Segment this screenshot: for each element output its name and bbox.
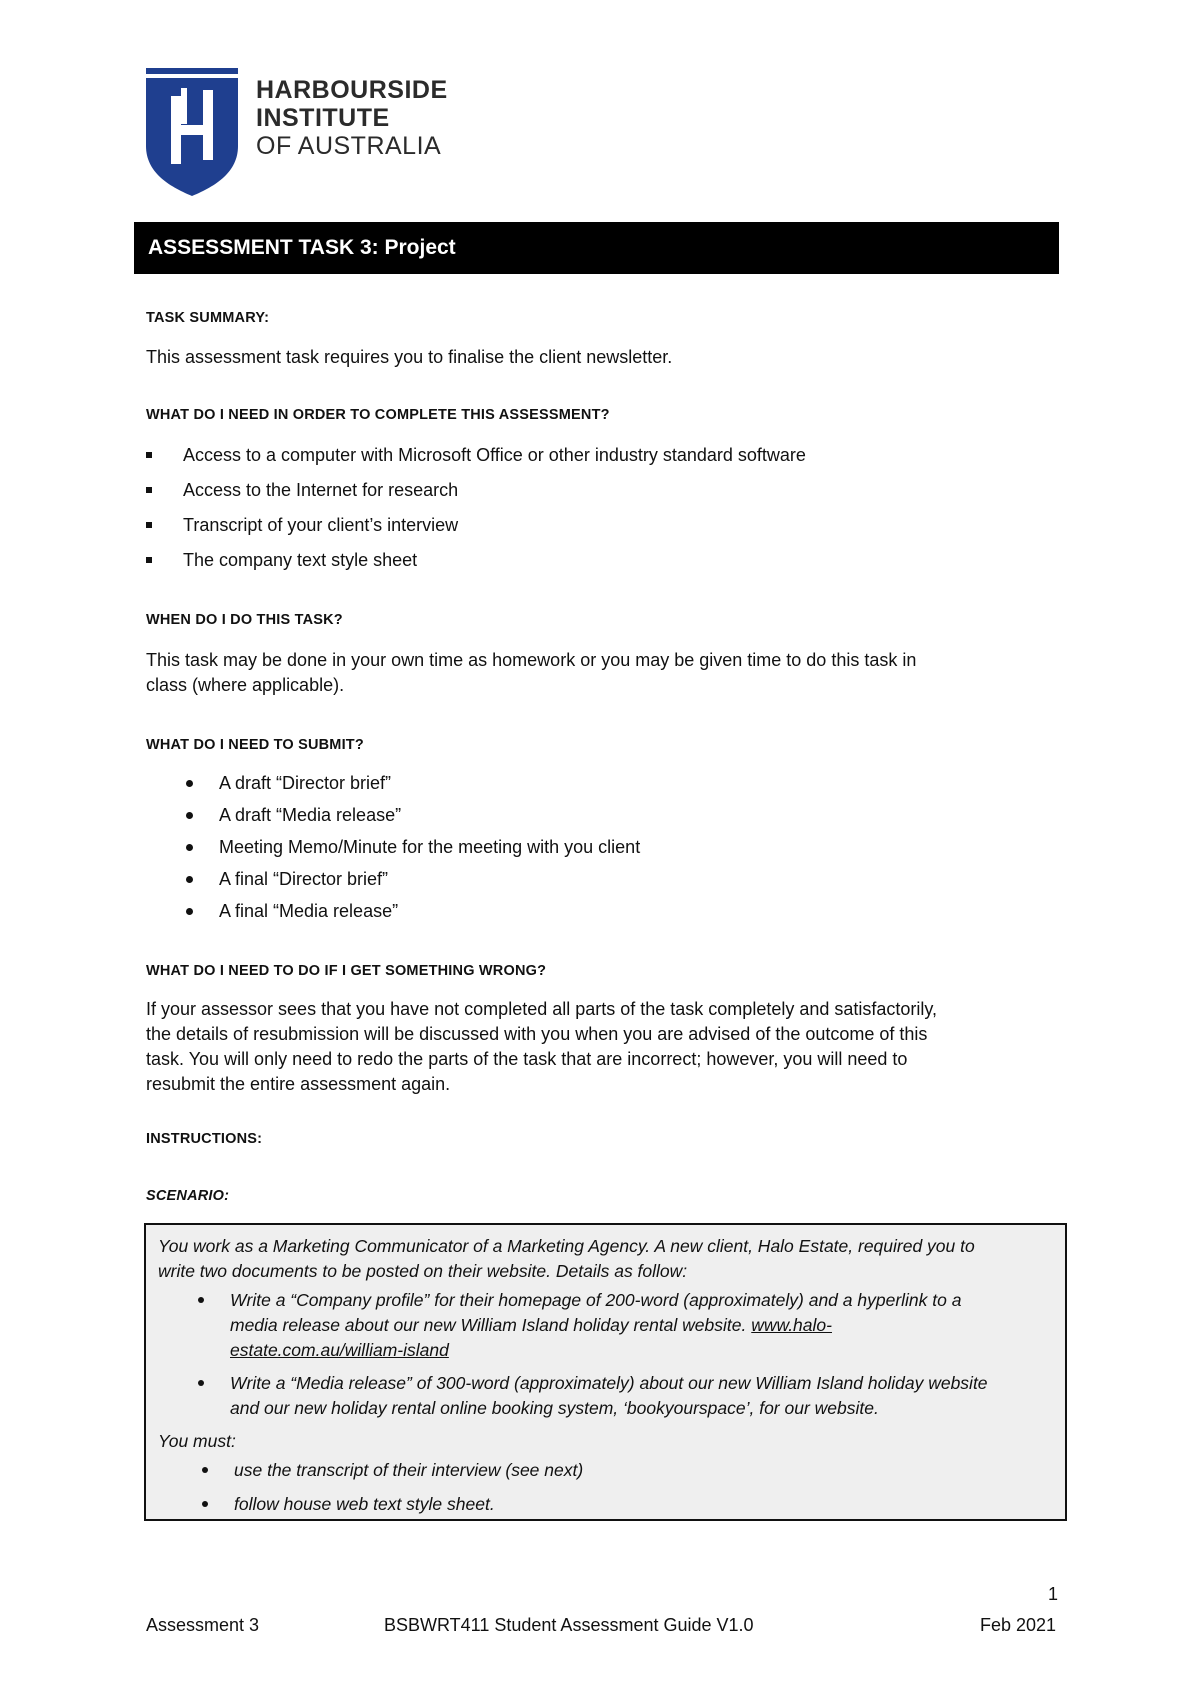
must-label: You must: bbox=[158, 1431, 236, 1451]
list-item: A final “Director brief” bbox=[146, 867, 1046, 899]
wrong-text-line-2: the details of resubmission will be discussed with you when you are advised of the outcome of this bbox=[146, 1024, 928, 1044]
list-item: A draft “Director brief” bbox=[146, 771, 1046, 803]
list-item: The company text style sheet bbox=[146, 548, 1046, 583]
institute-logo bbox=[146, 68, 446, 200]
scenario-box bbox=[144, 1223, 1067, 1521]
bullet-1-line-2: media release about our new William Island holiday rental website. bbox=[230, 1315, 747, 1335]
task-summary-heading: TASK SUMMARY: bbox=[146, 310, 270, 326]
instructions-heading: INSTRUCTIONS: bbox=[146, 1131, 263, 1147]
footer-left: Assessment 3 bbox=[146, 1615, 260, 1635]
list-item: Transcript of your client’s interview bbox=[146, 513, 1046, 548]
must-list bbox=[158, 1458, 1055, 1517]
need-heading: WHAT DO I NEED IN ORDER TO COMPLETE THIS ASSESSMENT? bbox=[146, 407, 610, 423]
shield-logo-icon bbox=[146, 68, 242, 198]
logo-line-1: HARBOURSIDE bbox=[256, 76, 448, 104]
footer-right: Feb 2021 bbox=[980, 1615, 1057, 1635]
logo-line-3: OF AUSTRALIA bbox=[256, 132, 442, 160]
wrong-text-line-1: If your assessor sees that you have not completed all parts of the task completely and satisfactorily, bbox=[146, 999, 938, 1019]
logo-wordmark bbox=[256, 76, 448, 160]
website-link-part-2[interactable]: estate.com.au/william-island bbox=[230, 1340, 449, 1360]
wrong-heading: WHAT DO I NEED TO DO IF I GET SOMETHING WRONG? bbox=[146, 963, 547, 979]
bullet-2-line-2: and our new holiday rental online booking system, ‘bookyourspace’, for our website. bbox=[230, 1398, 879, 1418]
page-number: 1 bbox=[1048, 1584, 1059, 1604]
list-item bbox=[158, 1288, 1055, 1363]
bullet-1-line-2-wrap bbox=[230, 1313, 1055, 1338]
task-summary-section bbox=[146, 310, 1046, 326]
scenario-task-list bbox=[158, 1288, 1055, 1421]
logo-line-2: INSTITUTE bbox=[256, 104, 390, 132]
when-heading: WHEN DO I DO THIS TASK? bbox=[146, 612, 343, 628]
list-item: Access to a computer with Microsoft Office or other industry standard software bbox=[146, 443, 1046, 478]
scenario-heading: SCENARIO: bbox=[146, 1188, 230, 1204]
list-item: A final “Media release” bbox=[146, 899, 1046, 931]
submit-list bbox=[146, 771, 1046, 931]
list-item: Access to the Internet for research bbox=[146, 478, 1046, 513]
list-item: use the transcript of their interview (see next) bbox=[158, 1458, 1055, 1483]
bullet-1-line-1: Write a “Company profile” for their homepage of 200-word (approximately) and a hyperlink to a bbox=[230, 1290, 962, 1310]
when-text-line-1: This task may be done in your own time as homework or you may be given time to do this task in bbox=[146, 650, 917, 670]
list-item bbox=[158, 1371, 1055, 1421]
scenario-intro-line-2: write two documents to be posted on their website. Details as follow: bbox=[158, 1261, 688, 1281]
assessment-title-banner: ASSESSMENT TASK 3: Project bbox=[134, 222, 1059, 274]
footer-center: BSBWRT411 Student Assessment Guide V1.0 bbox=[384, 1615, 754, 1635]
wrong-text-line-4: resubmit the entire assessment again. bbox=[146, 1074, 451, 1094]
submit-heading: WHAT DO I NEED TO SUBMIT? bbox=[146, 737, 364, 753]
list-item: A draft “Media release” bbox=[146, 803, 1046, 835]
bullet-2-line-1: Write a “Media release” of 300-word (approximately) about our new William Island holiday website bbox=[230, 1373, 988, 1393]
website-link-part-1[interactable]: www.halo- bbox=[751, 1315, 832, 1335]
need-list bbox=[146, 443, 1046, 583]
wrong-text-line-3: task. You will only need to redo the parts of the task that are incorrect; however, you will need to bbox=[146, 1049, 908, 1069]
list-item: Meeting Memo/Minute for the meeting with you client bbox=[146, 835, 1046, 867]
scenario-intro-line-1: You work as a Marketing Communicator of a Marketing Agency. A new client, Halo Estate, required you to bbox=[158, 1236, 975, 1256]
list-item: follow house web text style sheet. bbox=[158, 1492, 1055, 1517]
when-text-line-2: class (where applicable). bbox=[146, 675, 345, 695]
task-summary-text: This assessment task requires you to finalise the client newsletter. bbox=[146, 347, 673, 367]
